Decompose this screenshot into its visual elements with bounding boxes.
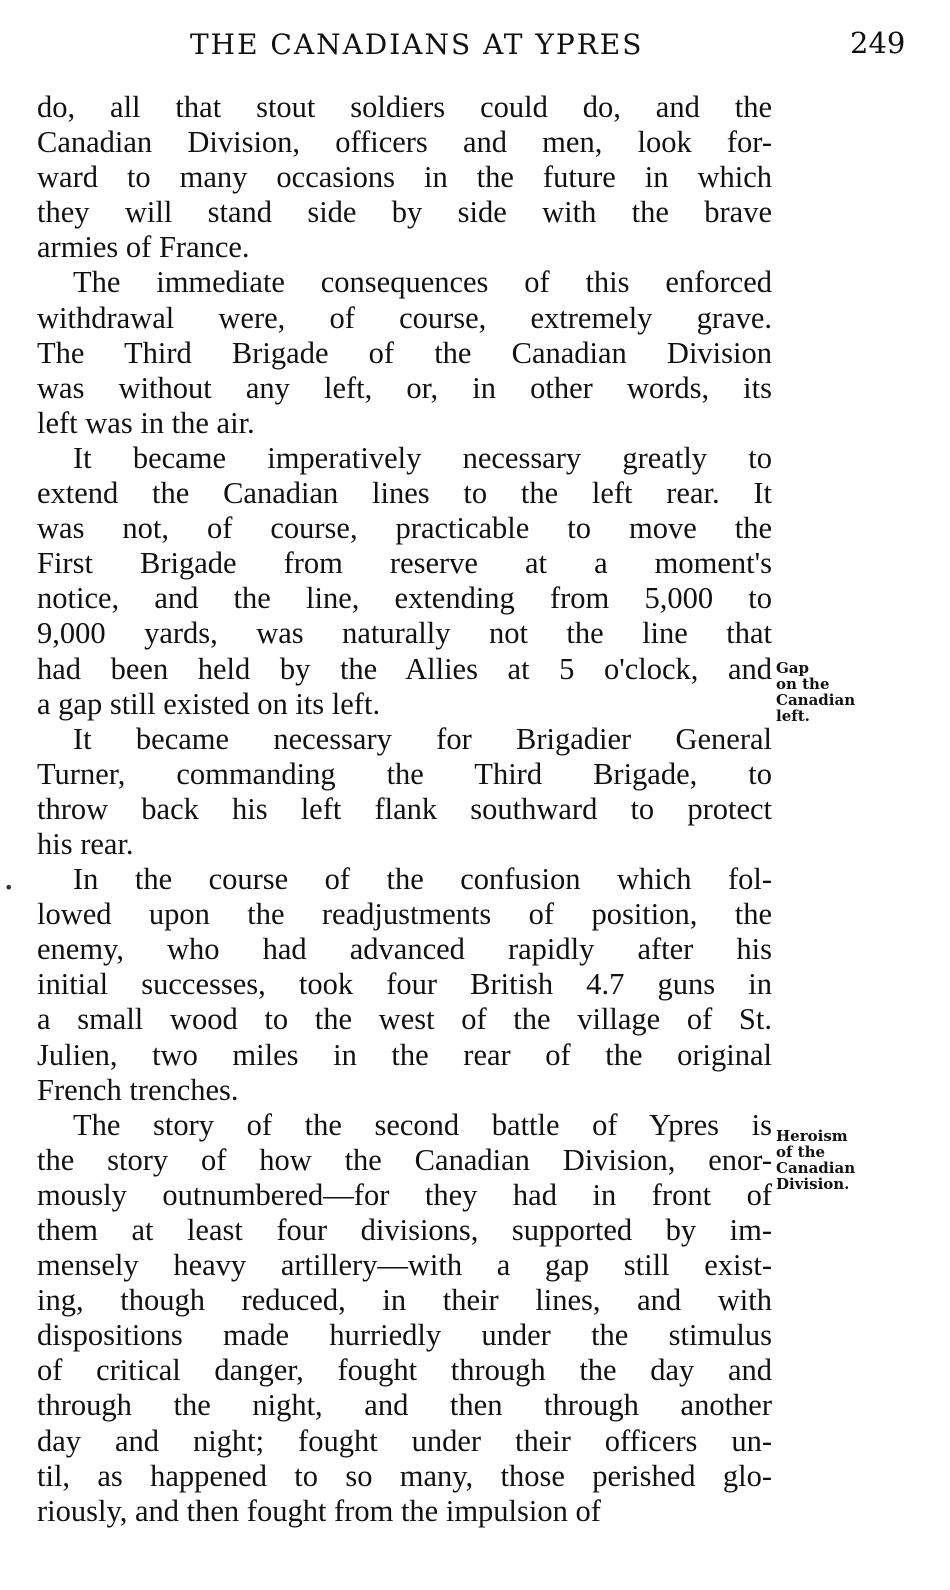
running-head: THE CANADIANS AT YPRES [190, 28, 644, 61]
text-line: initial successes, took four British 4.7 guns in [37, 967, 772, 1002]
text-line: the story of how the Canadian Division, enor- [37, 1142, 772, 1177]
text-line: was without any left, or, in other words, its [37, 370, 772, 405]
text-line: dispositions made hurriedly under the stimulus [37, 1318, 772, 1353]
margin-note-heroism [776, 1128, 855, 1192]
text-line: had been held by the Allies at 5 o'clock, and [37, 651, 772, 686]
text-line: ing, though reduced, in their lines, and with [37, 1283, 772, 1318]
text-line: withdrawal were, of course, extremely grave. [37, 300, 772, 335]
paragraph [37, 862, 772, 1108]
paragraph [37, 722, 772, 862]
text-line: mensely heavy artillery—with a gap still exist- [37, 1248, 772, 1283]
text-line: In the course of the confusion which fol- [73, 862, 772, 897]
text-line: French trenches. [37, 1072, 239, 1107]
text-line: notice, and the line, extending from 5,000 to [37, 581, 772, 616]
paragraph [37, 1108, 772, 1529]
text-line: throw back his left flank southward to protect [37, 791, 772, 826]
text-line: his rear. [37, 826, 134, 861]
text-line: them at least four divisions, supported by im- [37, 1213, 772, 1247]
text-line: day and night; fought under their officers un- [37, 1423, 772, 1458]
text-line: The Third Brigade of the Canadian Division [37, 335, 772, 370]
text-line: enemy, who had advanced rapidly after his [37, 932, 772, 967]
text-line: armies of France. [37, 230, 250, 265]
text-line: The immediate consequences of this enforced [73, 265, 772, 300]
margin-note-line: left. [776, 707, 810, 725]
text-line: It became imperatively necessary greatly to [73, 440, 772, 475]
margin-note-line: Gap [776, 659, 810, 677]
margin-note-line: of the [776, 1143, 826, 1161]
text-line: a small wood to the west of the village of St. [37, 1002, 772, 1037]
body-text [37, 90, 772, 1529]
text-line: The story of the second battle of Ypres is [73, 1107, 772, 1142]
stray-mark: • [4, 878, 14, 897]
page-number: 249 [850, 26, 906, 60]
text-line: 9,000 yards, was naturally not the line that [37, 616, 772, 651]
margin-note-line: Canadian [776, 691, 856, 709]
text-line: Turner, commanding the Third Brigade, to [37, 756, 772, 791]
text-line: left was in the air. [37, 405, 255, 440]
text-line: of critical danger, fought through the day and [37, 1353, 772, 1388]
text-line: a gap still existed on its left. [37, 686, 381, 721]
text-line: do, all that stout soldiers could do, and the [37, 90, 772, 124]
text-line: was not, of course, practicable to move the [37, 511, 772, 546]
margin-note-line: Canadian [776, 1159, 856, 1177]
margin-note-line: Heroism [776, 1127, 848, 1145]
margin-note-line: on the [776, 675, 830, 693]
text-line: through the night, and then through another [37, 1388, 772, 1423]
paragraph [37, 90, 772, 265]
text-line: First Brigade from reserve at a moment's [37, 546, 772, 581]
paragraph [37, 265, 772, 440]
paragraph [37, 441, 772, 722]
text-line: It became necessary for Brigadier General [73, 721, 772, 756]
margin-note-gap [776, 660, 855, 724]
text-line: til, as happened to so many, those perished glo- [37, 1458, 772, 1493]
text-line: ward to many occasions in the future in which [37, 160, 772, 195]
text-line: Canadian Division, officers and men, look for- [37, 125, 772, 160]
text-line: riously, and then fought from the impulsion of [37, 1493, 601, 1528]
text-line: lowed upon the readjustments of position, the [37, 897, 772, 932]
text-line: mously outnumbered—for they had in front of [37, 1177, 772, 1212]
margin-note-line: Division. [776, 1175, 850, 1193]
text-line: they will stand side by side with the brave [37, 195, 772, 230]
text-line: Julien, two miles in the rear of the original [37, 1037, 772, 1072]
text-line: extend the Canadian lines to the left rear. It [37, 476, 772, 511]
